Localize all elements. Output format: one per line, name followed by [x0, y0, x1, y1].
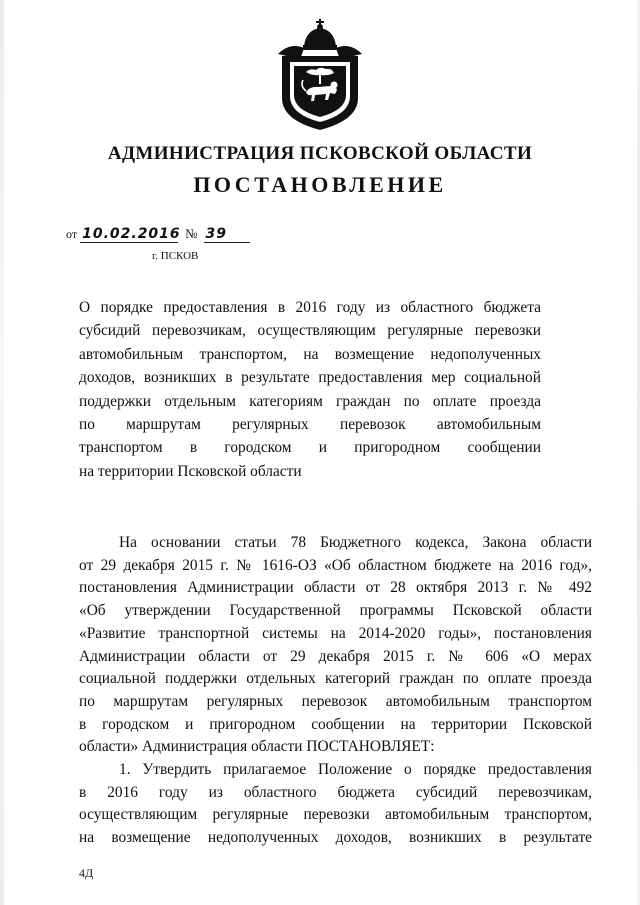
- subject-line: поддержки отдельным категориям граждан по оплате проезда: [79, 392, 541, 410]
- body-line: на возмещение недополученных доходов, возникших в результате: [79, 829, 592, 847]
- document-body: [79, 532, 592, 850]
- document-number: 39: [204, 226, 250, 243]
- body-line: Администрации области от 29 декабря 2015 г. № 606 «О мерах: [79, 647, 592, 665]
- document-date: 10.02.2016: [82, 226, 181, 242]
- footer-mark: 4Д: [79, 866, 94, 880]
- city-label: г. ПСКОВ: [152, 250, 199, 262]
- subject-line: по маршрутам регулярных перевозок автомобильным: [79, 416, 541, 434]
- body-line: «Об утверждении Государственной программы Псковской области: [79, 602, 592, 620]
- document-type-title: ПОСТАНОВЛЕНИЕ: [193, 172, 447, 197]
- subject-line: доходов, возникших в результате предоставления мер социальной: [79, 369, 541, 387]
- body-line: 1. Утвердить прилагаемое Положение о порядке предоставления: [119, 761, 592, 779]
- date-number-line: [66, 226, 250, 243]
- subject-line: О порядке предоставления в 2016 году из областного бюджета: [79, 299, 541, 316]
- body-line: по маршрутам регулярных перевозок автомобильным транспортом: [79, 692, 592, 710]
- number-prefix: №: [185, 226, 198, 241]
- subject-line: субсидий перевозчикам, осуществляющим регулярные перевозки: [79, 322, 541, 340]
- subject-line: транспортом в городском и пригородном сообщении: [79, 439, 541, 457]
- body-line: социальной поддержки отдельных категорий граждан по оплате проезда: [79, 670, 592, 688]
- scan-edge-left: [0, 0, 4, 905]
- subject-line: на территории Псковской области: [79, 462, 302, 480]
- body-line: постановления Администрации области от 28 октября 2013 г. № 492: [79, 579, 592, 597]
- document-subject: [79, 296, 541, 483]
- organization-title: АДМИНИСТРАЦИЯ ПСКОВСКОЙ ОБЛАСТИ: [107, 143, 533, 164]
- body-line: в 2016 году из областного бюджета субсидий перевозчикам,: [79, 783, 592, 801]
- body-line: от 29 декабря 2015 г. № 1616-ОЗ «Об областном бюджете на 2016 год»,: [79, 556, 592, 574]
- body-line: области» Администрация области ПОСТАНОВЛЯЕТ:: [79, 738, 435, 756]
- body-line: «Развитие транспортной системы на 2014-2020 годы», постановления: [79, 624, 592, 642]
- body-line: осуществляющим регулярные перевозки автомобильным транспортом,: [79, 806, 592, 824]
- body-line: На основании статьи 78 Бюджетного кодекса, Закона области: [119, 534, 592, 551]
- subject-line: автомобильным транспортом, на возмещение недополученных: [79, 345, 541, 363]
- date-prefix: от: [66, 227, 78, 241]
- coat-of-arms-icon: [270, 16, 370, 132]
- body-line: в городском и пригородном сообщении на территории Псковской: [79, 715, 592, 733]
